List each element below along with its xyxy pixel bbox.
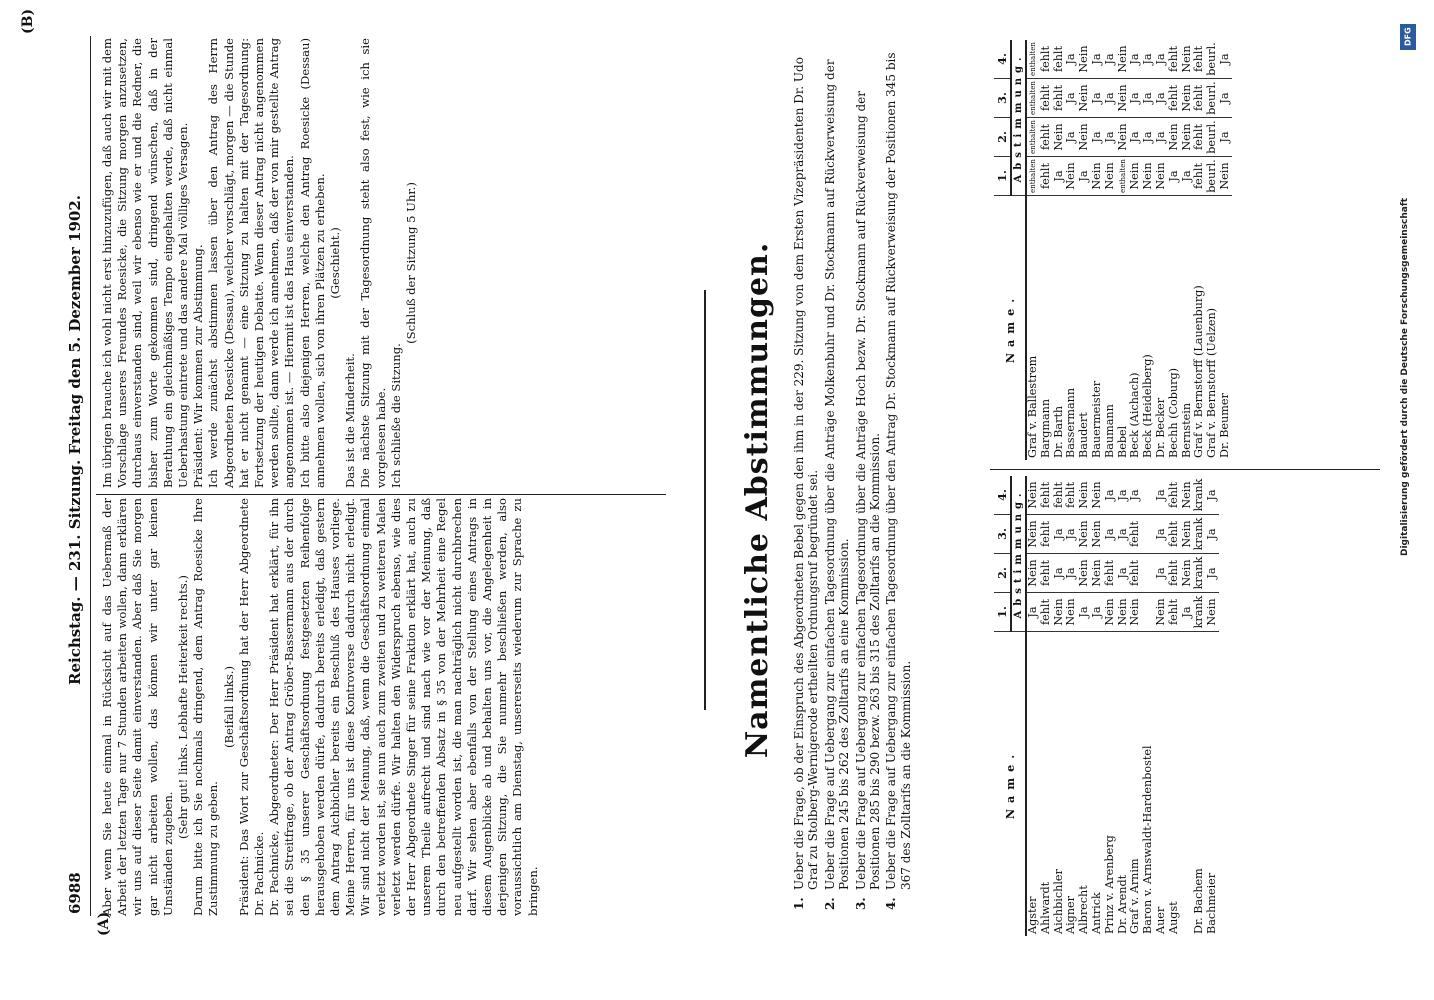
digitization-sidebar	[1386, 20, 1426, 980]
member-name: Graf v. Arnim	[1128, 858, 1142, 934]
paragraph: (Beifall links.)	[221, 666, 236, 748]
table-row	[1026, 40, 1040, 460]
vote-cell: Ja	[1065, 118, 1078, 157]
vote-column-header: 1.	[994, 593, 1011, 632]
question-number: 3.	[853, 897, 868, 910]
vote-cell: Ja	[1206, 554, 1219, 593]
member-name: Dr. Becker	[1153, 397, 1167, 458]
member-name: Bechh (Coburg)	[1166, 368, 1180, 458]
vote-cell: Nein	[1065, 593, 1078, 632]
abstimmung-header: Abstimmung.	[1011, 40, 1026, 196]
vote-cell: krank	[1193, 515, 1206, 554]
vote-cell: Ja	[1053, 554, 1066, 593]
table-row	[1206, 476, 1219, 936]
vote-cell: fehlt	[1053, 476, 1066, 515]
vote-cell: fehlt	[1168, 476, 1181, 515]
vote-cell: Ja	[1091, 118, 1104, 157]
vote-cell: Nein	[1117, 79, 1130, 118]
vote-cell: Ja	[1155, 118, 1168, 157]
funding-note: Digitalisierung gefördert durch die Deutsche Forschungsgemeinschaft	[1400, 197, 1410, 556]
member-name: Bachmeier	[1205, 872, 1219, 934]
vote-cell: Nein	[1142, 157, 1155, 196]
vote-cell: Nein	[1091, 515, 1104, 554]
member-name: Ahlwardt	[1038, 881, 1052, 934]
table-row	[1091, 476, 1104, 936]
vote-cell: Nein	[1026, 476, 1040, 515]
table-row	[1193, 476, 1206, 936]
vote-cell: fehlt	[1040, 515, 1053, 554]
paragraph: Präsident: Wir kommen zur Abstimmung.	[191, 244, 206, 488]
vote-cell: Nein	[1078, 554, 1091, 593]
vote-cell: Ja	[1142, 40, 1155, 79]
paragraph: (Geschieht.)	[328, 227, 343, 299]
vote-column-header: 4.	[994, 40, 1011, 79]
column-divider	[96, 494, 666, 495]
section-rule	[704, 290, 706, 710]
question-item	[884, 30, 913, 910]
vote-cell: krank	[1193, 593, 1206, 632]
margin-marker-a: (A)	[96, 911, 112, 936]
member-name: Baudert	[1077, 412, 1091, 458]
vote-cell: Nein	[1091, 157, 1104, 196]
vote-cell: Ja	[1142, 118, 1155, 157]
vote-column-header: 3.	[994, 515, 1011, 554]
vote-cell: fehlt	[1168, 515, 1181, 554]
member-name: Aichbichler	[1051, 869, 1065, 934]
paragraph: Darum bitte ich Sie nochmals dringend, dem Antrag Roesicke Ihre Zustimmung zu geben.	[191, 498, 221, 916]
member-name: Baron v. Arnswaldt-Hardenbostel	[1141, 745, 1155, 934]
table-row	[1155, 40, 1168, 460]
vote-cell: Ja	[1078, 157, 1091, 196]
section-title: Namentliche Abstimmungen.	[740, 241, 775, 759]
vote-cell: fehlt	[1168, 79, 1181, 118]
paragraph: Präsident: Das Wort zur Geschäftsordnung hat der Herr Abgeordnete Dr. Pachnicke.	[236, 498, 267, 916]
member-name: Dr. Barth	[1051, 405, 1065, 458]
member-name: Beck (Heidelberg)	[1141, 354, 1155, 458]
vote-cell: fehlt	[1040, 554, 1053, 593]
vote-cell: fehlt	[1129, 554, 1142, 593]
vote-cell: Ja	[1129, 79, 1142, 118]
member-name: Albrecht	[1077, 885, 1091, 934]
question-list	[792, 30, 915, 910]
vote-cell: Ja	[1026, 593, 1040, 632]
paragraph: Ich werde zunächst abstimmen lassen über den Antrag des Herrn Abgeordneten Roesicke (Dessau), welcher vorschlägt, morgen — die Stunde hat er nicht genannt — eine Sitzung zu halten mit der Tagesordnung: Fortsetzung der heutigen Debatte. Wenn dieser Antrag nicht angenommen werden sollte, dann werde ich annehmen, daß der von mir gestellte Antrag angenommen ist. — Hiermit ist das Haus einverstanden.	[206, 38, 297, 488]
vote-cell: Ja	[1104, 40, 1117, 79]
vote-cell: Nein	[1065, 157, 1078, 196]
vote-table-left	[994, 476, 1219, 936]
table-header-row	[994, 476, 1011, 936]
margin-marker-b: (B)	[20, 8, 36, 34]
vote-cell: Nein	[1181, 79, 1194, 118]
vote-cell: fehlt	[1053, 79, 1066, 118]
member-name: Graf v. Bernstorff (Lauenburg)	[1192, 285, 1206, 458]
vote-cell: Nein	[1053, 593, 1066, 632]
right-text-column	[100, 38, 419, 488]
vote-cell: Nein	[1026, 554, 1040, 593]
table-row	[1104, 476, 1117, 936]
table-row	[1155, 476, 1168, 936]
member-name: Bernstein	[1179, 402, 1193, 458]
vote-cell: fehlt	[1040, 118, 1053, 157]
vote-cell: Ja	[1065, 515, 1078, 554]
vote-cell: Nein	[1155, 157, 1168, 196]
member-name: Beck (Aichach)	[1128, 372, 1142, 458]
vote-cell: Nein	[1091, 476, 1104, 515]
vote-cell: Ja	[1065, 554, 1078, 593]
vote-cell: Ja	[1206, 476, 1219, 515]
vote-cell: Nein	[1219, 157, 1232, 196]
vote-cell: fehlt	[1104, 554, 1117, 593]
vote-cell: beurl.	[1206, 118, 1219, 157]
question-number: 2.	[822, 897, 837, 910]
member-name: Dr. Arendt	[1115, 874, 1129, 934]
member-name: Graf v. Ballestrem	[1026, 355, 1039, 458]
vote-cell: Ja	[1104, 476, 1117, 515]
vote-cell: fehlt	[1040, 157, 1053, 196]
question-text: Ueber die Frage auf Uebergang zur einfachen Tagesordnung über die Anträge Hoch bezw. Dr. Stockmann auf Rückverweisung der Positionen 285 bis 290 bezw. 263 bis 315 des Zolltarifs an die Kommission.	[853, 90, 883, 890]
vote-column-header: 2.	[994, 118, 1011, 157]
left-text-column	[100, 498, 541, 916]
vote-cell: Ja	[1129, 40, 1142, 79]
vote-cell: Nein	[1168, 118, 1181, 157]
vote-cell: beurl.	[1206, 157, 1219, 196]
vote-cell: fehlt	[1193, 118, 1206, 157]
table-header-row	[994, 40, 1011, 460]
member-name: Graf v. Bernstorff (Uelzen)	[1205, 307, 1219, 458]
vote-cell: fehlt	[1040, 476, 1053, 515]
member-name: Dr. Bachem	[1192, 868, 1206, 934]
vote-cell: fehlt	[1040, 79, 1053, 118]
vote-cell: Nein	[1181, 40, 1194, 79]
question-text: Ueber die Frage auf Uebergang zur einfachen Tagesordnung über die Anträge Molkenbuhr und Dr. Stockmann auf Rückverweisung der Positionen 245 bis 262 des Zolltarifs an eine Kommission.	[822, 59, 852, 890]
paragraph: (Sehr gut! links. Lebhafte Heiterkeit rechts.)	[176, 575, 191, 839]
vote-cell: Nein	[1078, 40, 1091, 79]
vote-cell: fehlt	[1129, 515, 1142, 554]
vote-cell: Ja	[1065, 40, 1078, 79]
member-name: Bebel	[1115, 425, 1129, 458]
vote-cell: Nein	[1181, 118, 1194, 157]
member-name: Baumann	[1102, 404, 1116, 458]
name-column-header: Name.	[994, 196, 1026, 461]
member-name: Augst	[1166, 901, 1180, 934]
member-name: Aigner	[1064, 896, 1078, 934]
vote-cell: fehlt	[1168, 40, 1181, 79]
vote-cell: Ja	[1129, 476, 1142, 515]
paragraph: Die nächste Sitzung mit der Tagesordnung steht also fest, wie ich sie vorgelesen habe.	[358, 38, 388, 488]
member-name: Prinz v. Arenberg	[1102, 835, 1116, 934]
vote-column-header: 2.	[994, 554, 1011, 593]
running-head: Reichstag. — 231. Sitzung. Freitag den 5. Dezember 1902.	[66, 195, 84, 686]
vote-cell: Ja	[1065, 79, 1078, 118]
vote-cell: Ja	[1155, 554, 1168, 593]
question-text: Ueber die Frage, ob der Einspruch des Abgeordneten Bebel gegen den ihm in der 229. Sitzung von dem Ersten Vizepräsidenten Dr. Udo Graf zu Stolberg-Wernigerode ertheilten Ordnungsruf begründet sei.	[792, 57, 821, 890]
vote-table-right	[994, 40, 1232, 460]
vote-cell: Nein	[1181, 554, 1194, 593]
vote-cell: Nein	[1091, 554, 1104, 593]
vote-cell: fehlt	[1193, 40, 1206, 79]
vote-cell: Ja	[1091, 79, 1104, 118]
vote-cell: Nein	[1104, 157, 1117, 196]
vote-cell: Ja	[1129, 118, 1142, 157]
vote-cell: fehlt	[1193, 79, 1206, 118]
table-row	[1026, 476, 1040, 936]
vote-cell: Nein	[1117, 40, 1130, 79]
question-item	[854, 30, 883, 910]
vote-cell: fehlt	[1040, 40, 1053, 79]
table-row	[1040, 40, 1053, 460]
vote-cell: Ja	[1117, 515, 1130, 554]
vote-cell: Ja	[1142, 79, 1155, 118]
paragraph: (Schluß der Sitzung 5 Uhr.)	[404, 182, 419, 344]
vote-cell: Nein	[1117, 593, 1130, 632]
member-name: Bargmann	[1038, 398, 1052, 458]
vote-cell: fehlt	[1065, 476, 1078, 515]
vote-cell: Ja	[1053, 515, 1066, 554]
vote-cell: Ja	[1155, 476, 1168, 515]
paragraph: Dr. Pachnicke, Abgeordneter: Der Herr Präsident hat erklärt, für ihn sei die Streitfrage, ob der Antrag Gröber-Bassermann aus der durch den § 35 unserer Geschäftsordnung festgesetzten Reihenfolge herausgehoben werden dürfe, dadurch bereits erledigt, daß gestern dem Antrag Aichbichler bereits ein Beschluß des Hauses vorliege. Meine Herren, für uns ist diese Kontroverse dadurch nicht erledigt. Wir sind nicht der Meinung, daß, wenn die Geschäftsordnung einmal verletzt worden ist, sie nun auch zum zweiten und zu weiteren Malen verletzt werden dürfe. Wir halten den Widerspruch ebenso, wie dies der Herr Abgeordnete Singer für seine Fraktion erklärt hat, auch zu unserem Theile aufrecht und sind nach wie vor der Meinung, daß durch den betreffenden Absatz in § 35 von der Mehrheit eine Regel neu aufgestellt worden ist, die man nachträglich nicht durchbrechen darf. Wir sehen aber ebenfalls von der Stellung eines Antrags in diesem Augenblicke ab und behalten uns vor, die Angelegenheit in derjenigen Sitzung, die Sie nunmehr beschließen werden, also voraussichtlich am Dienstag, unsererseits wiederum zur Sprache zu bringen.	[267, 498, 540, 916]
table-row	[1168, 40, 1181, 460]
vote-cell: Nein	[1078, 515, 1091, 554]
vote-cell: beurl.	[1206, 40, 1219, 79]
table-row	[1091, 40, 1104, 460]
table-row	[1104, 40, 1117, 460]
vote-cell: Ja	[1155, 40, 1168, 79]
vote-cell: Ja	[1104, 118, 1117, 157]
vote-cell: Ja	[1168, 157, 1181, 196]
abstimmung-header: Abstimmung.	[1011, 476, 1026, 632]
table-divider	[990, 469, 1380, 470]
vote-column-header: 3.	[994, 79, 1011, 118]
paragraph: Ich bitte also diejenigen Herren, welche den Antrag Roesicke (Dessau) annehmen wollen, sich von ihren Plätzen zu erheben.	[297, 38, 327, 488]
vote-cell: enthalten	[1026, 157, 1040, 196]
vote-cell: Ja	[1219, 40, 1232, 79]
table-row	[1219, 40, 1232, 460]
question-item	[823, 30, 852, 910]
dfg-logo: DFG	[1400, 24, 1416, 50]
vote-cell: Ja	[1155, 79, 1168, 118]
member-name: Antrick	[1089, 892, 1103, 934]
vote-cell: beurl.	[1206, 79, 1219, 118]
vote-cell: enthalten	[1026, 79, 1040, 118]
vote-cell: Ja	[1091, 40, 1104, 79]
vote-cell: Ja	[1078, 593, 1091, 632]
question-text: Ueber die Frage auf Uebergang zur einfachen Tagesordnung über den Antrag Dr. Stockmann auf Rückverweisung der Positionen 345 bis 367 des Zolltarifs an die Kommission.	[884, 52, 913, 890]
table-row	[1142, 476, 1155, 936]
page-number: 6988	[66, 872, 84, 914]
vote-cell: krank	[1193, 554, 1206, 593]
vote-cell: Nein	[1181, 476, 1194, 515]
vote-cell: Nein	[1078, 476, 1091, 515]
name-column-header: Name.	[994, 632, 1026, 937]
vote-column-header: 4.	[994, 476, 1011, 515]
vote-cell: Ja	[1206, 515, 1219, 554]
vote-cell: enthalten	[1026, 118, 1040, 157]
vote-cell: Ja	[1104, 515, 1117, 554]
vote-cell: Ja	[1219, 79, 1232, 118]
vote-cell: Ja	[1117, 476, 1130, 515]
vote-cell: Nein	[1026, 515, 1040, 554]
vote-cell: Nein	[1155, 593, 1168, 632]
table-row	[1053, 476, 1066, 936]
vote-cell: Nein	[1104, 593, 1117, 632]
question-number: 1.	[792, 897, 806, 910]
paragraph: Aber wenn Sie heute einmal in Rücksicht auf das Uebermaß der Arbeit der letzten Tage nur 7 Stunden arbeiten wollen, dann erklären wir uns auf dieser Seite damit einverstanden. Aber daß Sie morgen gar nicht arbeiten wollen, das können wir unter gar keinen Umständen zugeben.	[100, 498, 175, 916]
vote-cell: fehlt	[1040, 593, 1053, 632]
question-number: 4.	[884, 897, 899, 910]
vote-cell: Ja	[1104, 79, 1117, 118]
paragraph: Im übrigen brauche ich wohl nicht erst hinzuzufügen, daß auch wir mit dem Vorschlage unseres Freundes Roesicke, die Sitzung morgen anzusetzen, durchaus einverstanden sind, weil wir ebenso wie er und die Redner, die bisher zum Worte gekommen sind, dringend wünschen, daß in der Berathung ein gleichmäßiges Tempo eingehalten werde, daß nicht einmal Ueberhastung eintrete und das andere Mal völliges Versagen.	[100, 38, 191, 488]
member-name: Auer	[1153, 906, 1167, 934]
vote-cell: Nein	[1181, 515, 1194, 554]
member-name: Agster	[1026, 896, 1039, 934]
vote-cell: Nein	[1053, 118, 1066, 157]
vote-cell: Ja	[1181, 157, 1194, 196]
vote-cell: Nein	[1078, 79, 1091, 118]
vote-cell: Nein	[1078, 118, 1091, 157]
table-row	[1040, 476, 1053, 936]
vote-cell: Nein	[1117, 118, 1130, 157]
table-row	[1168, 476, 1181, 936]
vote-cell: fehlt	[1168, 554, 1181, 593]
vote-cell: fehlt	[1193, 157, 1206, 196]
vote-cell: krank	[1193, 476, 1206, 515]
member-name: Dr. Beumer	[1217, 393, 1231, 458]
vote-cell: enthalten	[1117, 157, 1130, 196]
vote-column-header: 1.	[994, 157, 1011, 196]
question-item	[792, 30, 821, 910]
vote-cell: Ja	[1091, 593, 1104, 632]
vote-cell: Ja	[1117, 554, 1130, 593]
vote-cell: Ja	[1219, 118, 1232, 157]
header-rule	[90, 36, 91, 916]
vote-cell: fehlt	[1053, 40, 1066, 79]
vote-cell: Nein	[1129, 593, 1142, 632]
vote-cell: Ja	[1053, 157, 1066, 196]
vote-cell: Ja	[1155, 515, 1168, 554]
vote-cell: Ja	[1181, 593, 1194, 632]
member-name: Bauermeister	[1089, 380, 1103, 458]
vote-cell: fehlt	[1168, 593, 1181, 632]
member-name: Bassermann	[1064, 387, 1078, 458]
paragraph: Das ist die Minderheit.	[343, 353, 358, 488]
vote-cell: Nein	[1129, 157, 1142, 196]
paragraph: Ich schließe die Sitzung.	[388, 343, 403, 488]
vote-cell: enthalten	[1026, 40, 1040, 79]
vote-cell: Nein	[1206, 593, 1219, 632]
